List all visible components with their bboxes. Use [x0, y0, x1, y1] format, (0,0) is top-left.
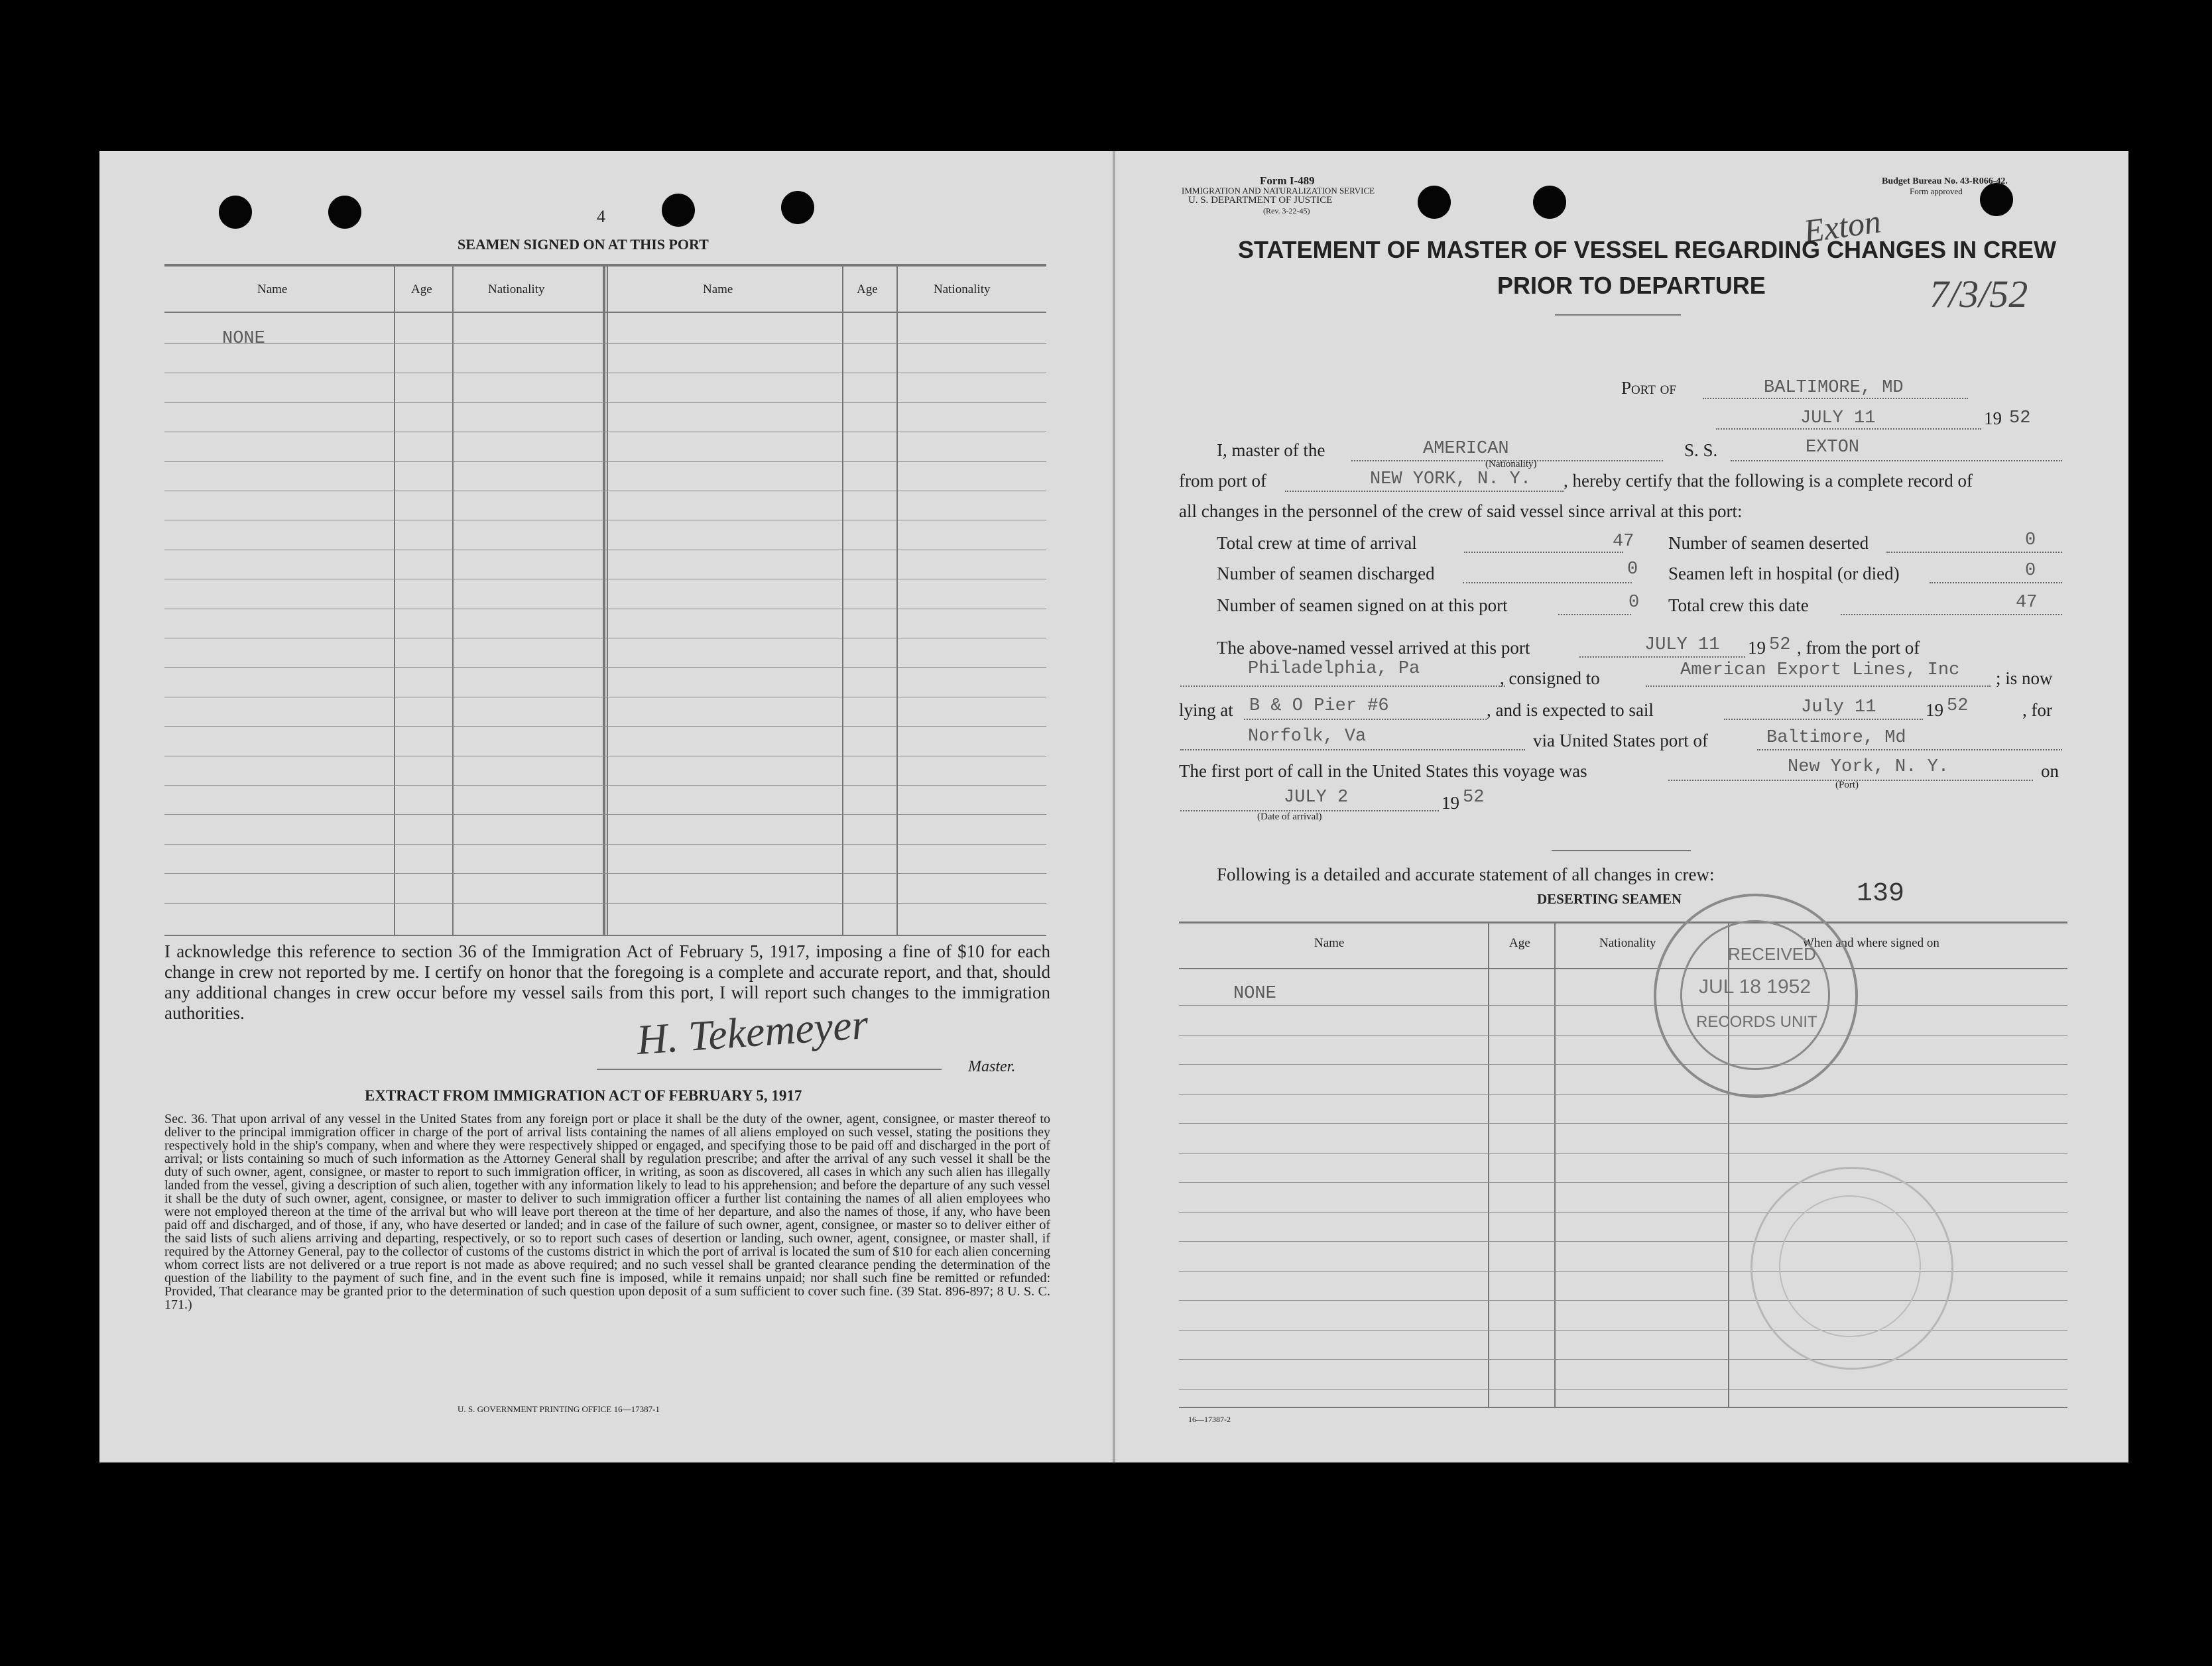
sheet-number: 139 — [1857, 879, 1905, 909]
table-top-rule — [164, 264, 1046, 267]
via-text: via United States port of — [1533, 731, 1708, 750]
port-caption: (Port) — [1835, 780, 1859, 790]
date-year-prefix: 19 — [1984, 408, 2002, 428]
table-entry: NONE — [222, 329, 265, 349]
leader — [1463, 582, 1632, 583]
hospital-label: Seamen left in hospital (or died) — [1668, 564, 1900, 583]
sail-year-prefix: 19 — [1926, 700, 1943, 720]
table-row-line — [1179, 1330, 2067, 1331]
arrival-year-prefix: 19 — [1442, 793, 1459, 813]
column-header: Name — [703, 282, 733, 296]
col-divider — [1554, 923, 1556, 1407]
column-header: Name — [257, 282, 288, 296]
discharged-label: Number of seamen discharged — [1217, 564, 1435, 583]
printer-code: 16—17387-2 — [1188, 1415, 1231, 1424]
date-caption: (Date of arrival) — [1257, 811, 1322, 822]
table-bottom-rule — [1179, 1407, 2067, 1408]
table-row-line — [1179, 1389, 2067, 1390]
for-label: , for — [2022, 700, 2052, 720]
arrived-date-underline — [1579, 656, 1745, 658]
date-month: JULY 11 — [1800, 408, 1876, 428]
revision: (Rev. 3-22-45) — [1263, 206, 1310, 215]
faint-stamp — [1751, 1167, 1953, 1370]
received-stamp — [1654, 894, 1858, 1098]
pier: B & O Pier #6 — [1249, 696, 1389, 716]
signature-line — [597, 1069, 942, 1070]
col-divider — [603, 265, 605, 935]
punch-hole — [662, 194, 695, 227]
consigned-label: , consigned to — [1500, 668, 1600, 688]
table-row-line — [1179, 1359, 2067, 1360]
extract-title: EXTRACT FROM IMMIGRATION ACT OF FEBRUARY 5, 1917 — [365, 1087, 802, 1104]
right-page — [1114, 151, 2128, 1462]
following-text: Following is a detailed and accurate statement of all changes in crew: — [1217, 864, 1715, 884]
consignee: American Export Lines, Inc — [1680, 660, 1960, 680]
table-row-line — [164, 785, 1046, 786]
is-now-label: ; is now — [1996, 668, 2053, 688]
col-divider — [394, 265, 395, 935]
port-value: BALTIMORE, MD — [1764, 378, 1904, 398]
sail-date: July 11 — [1801, 697, 1876, 717]
punch-hole — [781, 191, 814, 224]
table-row-line — [1179, 1094, 2067, 1095]
total-arrival-value: 47 — [1613, 532, 1634, 552]
origin-underline — [1180, 685, 1505, 687]
arrived-date: JULY 11 — [1644, 635, 1720, 655]
column-header: Name — [1314, 936, 1345, 950]
lying-at-label: lying at — [1179, 700, 1233, 720]
destination-underline — [1180, 749, 1525, 750]
on-label: on — [2041, 761, 2059, 781]
punch-hole — [1533, 186, 1566, 219]
budget-bureau-line: Budget Bureau No. 43-R066-42. — [1882, 176, 2008, 186]
date-underline — [1716, 428, 1981, 430]
table-row-line — [164, 844, 1046, 845]
punch-hole — [1980, 183, 2013, 216]
arrival-date: JULY 2 — [1284, 788, 1349, 807]
discharged-value: 0 — [1627, 560, 1638, 579]
stamp-received: RECEIVED — [1728, 944, 1816, 964]
total-date-value: 47 — [2016, 593, 2038, 613]
table-header-rule — [1179, 968, 2067, 969]
consignee-underline — [1646, 685, 1991, 687]
punch-hole — [1418, 186, 1451, 219]
column-header: Age — [411, 282, 432, 296]
first-port: New York, N. Y. — [1788, 757, 1949, 777]
table-top-rule — [1179, 922, 2067, 923]
table-row-line — [164, 726, 1046, 727]
faint-stamp-inner-ring — [1779, 1195, 1921, 1337]
table-row-line — [164, 402, 1046, 403]
origin-port: Philadelphia, Pa — [1248, 659, 1420, 679]
signed-on-label: Number of seamen signed on at this port — [1217, 595, 1508, 615]
punch-hole — [328, 196, 361, 229]
via-port-underline — [1757, 749, 2062, 750]
leader — [1558, 614, 1631, 615]
form-title-line-2: PRIOR TO DEPARTURE — [1497, 272, 1766, 299]
table-row-line — [164, 667, 1046, 668]
column-header: Age — [857, 282, 878, 296]
deserted-value: 0 — [2025, 530, 2036, 550]
from-port-value: NEW YORK, N. Y. — [1370, 469, 1532, 489]
acknowledgement-text: I acknowledge this reference to section 36 of the Immigration Act of February 5, 1917, imposing a fine of $10 for each change in crew not reported by me. I certify on honor that the foregoing is a complete and accurate report, and that, should any additional changes in crew occur before my vessel sails from this port, I will report such changes to the immigration authorities. — [164, 941, 1050, 1023]
col-divider — [607, 265, 608, 935]
ss-label: S. S. — [1684, 440, 1718, 460]
first-port-text: The first port of call in the United States this voyage was — [1179, 761, 1587, 781]
table-row-line — [164, 343, 1046, 344]
col-divider — [1488, 923, 1489, 1407]
agency-line-2: U. S. DEPARTMENT OF JUSTICE — [1188, 195, 1333, 206]
certify-text: , hereby certify that the following is a complete record of — [1564, 471, 1973, 491]
ship-underline — [1731, 460, 2062, 461]
handwritten-date: 7/3/52 — [1930, 272, 2028, 316]
stamp-date: JUL 18 1952 — [1699, 976, 1812, 998]
leader — [1841, 614, 2062, 615]
sail-year: 52 — [1947, 696, 1969, 716]
master-of-the-label: I, master of the — [1217, 440, 1325, 460]
col-divider — [452, 265, 454, 935]
date-year: 52 — [2009, 408, 2031, 428]
port-underline — [1703, 398, 1968, 399]
via-port: Baltimore, Md — [1766, 728, 1906, 748]
hospital-value: 0 — [2025, 561, 2036, 581]
table-row-line — [1179, 1005, 2067, 1006]
table-row-line — [1179, 1153, 2067, 1154]
column-header: Age — [1509, 936, 1530, 950]
punch-hole — [219, 196, 252, 229]
form-approved: Form approved — [1910, 186, 1963, 196]
leader — [1464, 552, 1623, 553]
nationality-caption: (Nationality) — [1485, 459, 1537, 469]
total-arrival-label: Total crew at time of arrival — [1217, 533, 1417, 553]
page-fold — [1113, 151, 1115, 1462]
arrived-year-prefix: 19 — [1748, 638, 1766, 658]
column-header: Nationality — [488, 282, 545, 296]
port-label: Port of — [1621, 378, 1676, 398]
from-the-port-label: , from the port of — [1797, 638, 1920, 658]
column-header: When and where signed on — [1802, 936, 1939, 950]
signed-on-value: 0 — [1628, 593, 1640, 613]
arrived-text: The above-named vessel arrived at this port — [1217, 638, 1530, 658]
table-row-line — [1179, 1064, 2067, 1065]
extract-text: Sec. 36. That upon arrival of any vessel in the United States from any foreign port or place it shall be the duty of the owner, agent, consignee, or master thereof to deliver to the principal immigration officer in charge of the port of arrival lists containing the names of all aliens employed on such vessel, stating the positions they respectively hold in the ship's company, when and where they were respectively shipped or engaged, and specifying those to be paid off and discharged in the port of arrival; or lists containing so much of such information as the Attorney General shall by regulation prescribe; and after the arrival of any such vessel it shall be the duty of such owner, agent, consignee, or master to report to such immigration officer, in writing, as soon as discovered, all cases in which any such alien has illegally landed from the vessel, giving a description of such alien, together with any information likely to lead to his apprehension; and before the departure of any such vessel it shall be the duty of such owner, agent, consignee, or master to deliver to such immigration officer a further list containing the names of all alien employees who were not employed thereon at the time of the arrival but who will leave port thereon at the time of her departure, and also the names of those, if any, who have been paid off and discharged, and of those, if any, who have deserted or landed; and in case of the failure of such owner, agent, consignee, or master so to deliver either of the said lists of such aliens arriving and departing, respectively, or so to report such cases of desertion or landing, such owner, agent, consignee, or master shall, if required by the Attorney General, pay to the collector of customs of the customs district in which the port of arrival is located the sum of $10 for each alien concerning whom correct lists are not delivered or a true report is not made as above required; and no such vessel shall be granted clearance pending the determination of the question of the liability to the payment of such fine, and in the event such fine is imposed, while it remains unpaid; nor shall such fine be remitted or refunded: Provided, That clearance may be granted prior to the determination of such question upon deposit of a sum sufficient to cover such fine. (39 Stat. 896-897; 8 U. S. C. 171.) — [164, 1112, 1050, 1312]
changes-line: all changes in the personnel of the crew of said vessel since arrival at this port: — [1179, 501, 1743, 521]
arrival-year: 52 — [1463, 788, 1485, 807]
form-number: Form I-489 — [1260, 174, 1315, 187]
deserting-title: DESERTING SEAMEN — [1537, 891, 1682, 907]
column-header: Nationality — [1599, 936, 1656, 950]
table-entry: NONE — [1233, 984, 1276, 1004]
ship-name: EXTON — [1806, 438, 1860, 457]
table-header-rule — [164, 312, 1046, 313]
table-row-line — [164, 903, 1046, 904]
handwritten-vessel-name: Exton — [1801, 202, 1883, 250]
table-row-line — [1179, 1035, 2067, 1036]
sail-date-underline — [1724, 719, 1923, 720]
expected-text: , and is expected to sail — [1487, 700, 1654, 720]
pier-underline — [1244, 719, 1487, 720]
table-row-line — [1179, 1123, 2067, 1124]
table-row-line — [164, 814, 1046, 815]
from-port-underline — [1285, 491, 1564, 492]
master-signature: H. Tekemeyer — [635, 1000, 870, 1064]
title-underline — [1555, 314, 1681, 316]
master-label: Master. — [968, 1058, 1016, 1075]
from-port-label: from port of — [1179, 471, 1266, 491]
printer-line: U. S. GOVERNMENT PRINTING OFFICE 16—17387-1 — [458, 1404, 660, 1414]
form-title-line-1: STATEMENT OF MASTER OF VESSEL REGARDING CHANGES IN CREW — [1238, 236, 2057, 263]
leader — [1930, 582, 2062, 583]
page-number: 4 — [597, 207, 605, 226]
deserted-label: Number of seamen deserted — [1668, 533, 1869, 553]
section-title: SEAMEN SIGNED ON AT THIS PORT — [458, 236, 709, 253]
col-divider — [842, 265, 843, 935]
column-header: Nationality — [934, 282, 991, 296]
stamp-unit: RECORDS UNIT — [1696, 1013, 1817, 1031]
table-row-line — [164, 461, 1046, 462]
table-bottom-rule — [164, 935, 1046, 936]
col-divider — [896, 265, 898, 935]
nationality-value: AMERICAN — [1423, 439, 1509, 459]
arrived-year: 52 — [1769, 635, 1791, 655]
destination: Norfolk, Va — [1248, 727, 1367, 746]
table-row-line — [164, 873, 1046, 874]
divider — [1552, 850, 1691, 851]
leader — [1886, 552, 2062, 553]
agency-line-1: IMMIGRATION AND NATURALIZATION SERVICE — [1182, 186, 1375, 196]
total-date-label: Total crew this date — [1668, 595, 1809, 615]
table-row-line — [1179, 1182, 2067, 1183]
